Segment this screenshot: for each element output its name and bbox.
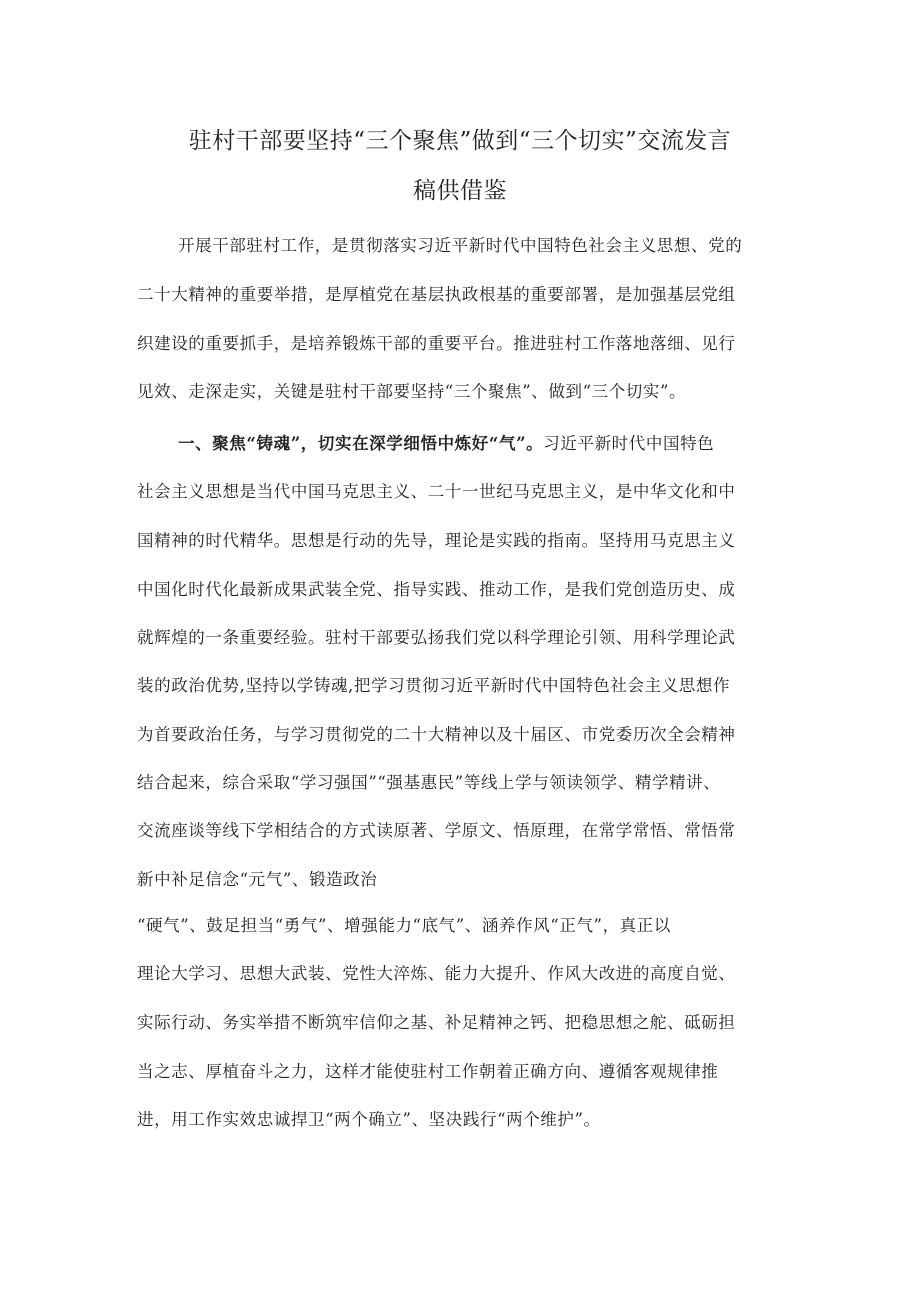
- section-1-first-line-text: 习近平新时代中国特色: [543, 434, 715, 453]
- section-1-line: 就辉煌的一条重要经验。驻村干部要弘扬我们党以科学理论引领、用科学理论武: [137, 628, 736, 647]
- intro-line-2: 二十大精神的重要举措，是厚植党在基层执政根基的重要部署，是加强基层党组: [137, 285, 736, 304]
- section-1-first-line: [178, 430, 798, 454]
- section-1-line: 进，用工作实效忠诚捍卫“两个确立”、坚决践行“两个维护”。: [137, 1110, 601, 1129]
- intro-line-4: 见效、走深走实，关键是驻村干部要坚持“三个聚焦”、做到“三个切实”。: [137, 382, 687, 401]
- section-1-line: 当之志、厚植奋斗之力，这样才能使驻村工作朝着正确方向、遵循客观规律推: [137, 1062, 719, 1081]
- section-1-line: 社会主义思想是当代中国马克思主义、二十一世纪马克思主义，是中华文化和中: [137, 482, 736, 501]
- section-1-line: 结合起来，综合采取“学习强国”“强基惠民”等线上学与领读领学、精学精讲、: [137, 773, 721, 792]
- section-1-line: 为首要政治任务，与学习贯彻党的二十大精神以及十届区、市党委历次全会精神: [137, 725, 736, 744]
- section-1-line: 中国化时代化最新成果武装全党、指导实践、推动工作，是我们党创造历史、成: [137, 580, 736, 599]
- section-1-line: 装的政治优势,坚持以学铸魂,把学习贯彻习近平新时代中国特色社会主义思想作: [137, 676, 731, 695]
- section-1-line: 新中补足信念“元气”、锻造政治: [137, 870, 378, 889]
- intro-line-3: 织建设的重要抓手，是培养锻炼干部的重要平台。推进驻村工作落地落细、见行: [137, 334, 736, 353]
- intro-line-1: 开展干部驻村工作，是贯彻落实习近平新时代中国特色社会主义思想、党的: [178, 236, 743, 255]
- section-1-heading: 一、聚焦“铸魂”，切实在深学细悟中炼好“气”。: [178, 434, 544, 453]
- document-title-line-2: 稿供借鉴: [413, 178, 507, 204]
- document-title-line-1: 驻村干部要坚持“三个聚焦”做到“三个切实”交流发言: [188, 128, 732, 154]
- section-1-line: 实际行动、务实举措不断筑牢信仰之基、补足精神之钙、把稳思想之舵、砥砺担: [137, 1013, 736, 1032]
- section-1-line: 国精神的时代精华。思想是行动的先导，理论是实践的指南。坚持用马克思主义: [137, 531, 736, 550]
- section-1-line: 交流座谈等线下学相结合的方式读原著、学原文、悟原理，在常学常悟、常悟常: [137, 821, 736, 840]
- section-1-line: “硬气”、鼓足担当“勇气”、增强能力“底气”、涵养作风“正气”，真正以: [137, 916, 671, 935]
- section-1-line: 理论大学习、思想大武装、党性大淬炼、能力大提升、作风大改进的高度自觉、: [137, 964, 736, 983]
